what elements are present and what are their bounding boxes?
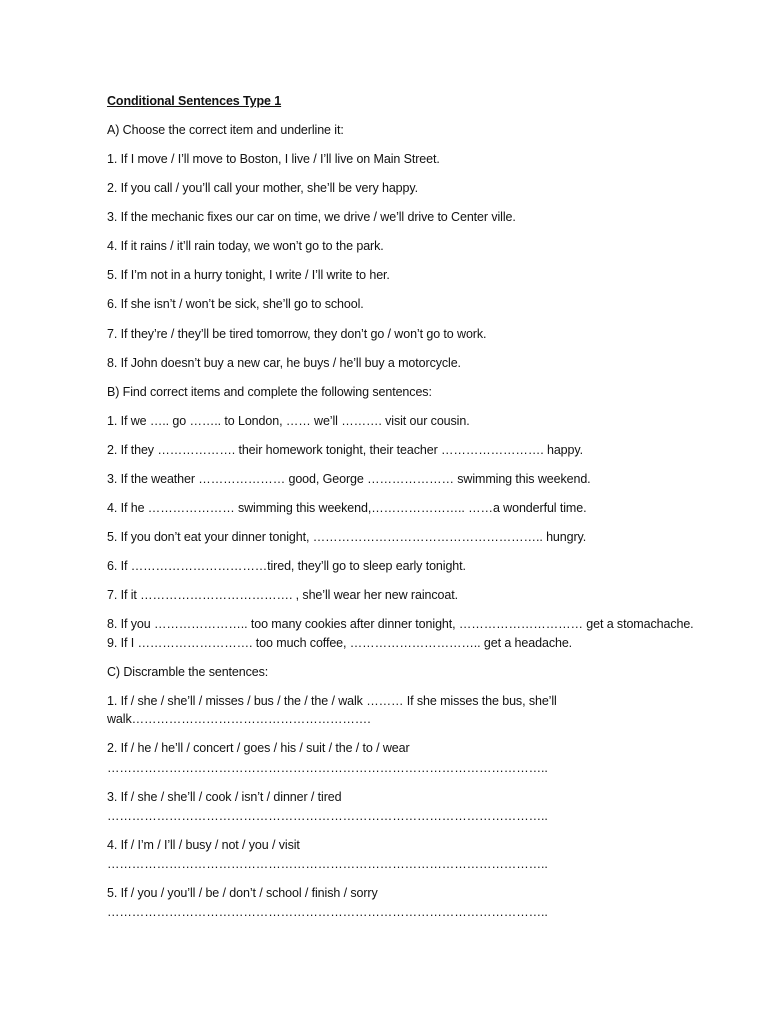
section-c-item-2-answer: …………………………………………………………………………………………….. [107, 761, 548, 775]
section-b-item-1: 1. If we ….. go …….. to London, …… we’ll ………. visit our cousin. [107, 414, 470, 428]
section-b-item-6: 6. If ……………………………tired, they’ll go to sleep early tonight. [107, 559, 466, 573]
section-b-item-7: 7. If it ………………………………. , she’ll wear her new raincoat. [107, 588, 458, 602]
section-a-item-3: 3. If the mechanic fixes our car on time, we drive / we’ll drive to Center ville. [107, 210, 516, 224]
section-c-item-3-prompt: 3. If / she / she’ll / cook / isn’t / dinner / tired [107, 790, 342, 804]
section-c-item-4-answer: …………………………………………………………………………………………….. [107, 857, 548, 871]
section-a-item-2: 2. If you call / you’ll call your mother, she’ll be very happy. [107, 181, 418, 195]
section-b-item-2: 2. If they ………………. their homework tonight, their teacher ……………………. happy. [107, 443, 583, 457]
section-b-item-4: 4. If he ………………… swimming this weekend,………………….. ……a wonderful time. [107, 501, 587, 515]
section-c-item-3-answer: …………………………………………………………………………………………….. [107, 809, 548, 823]
section-c-item-1-answer: walk…………………………………………………. [107, 712, 371, 726]
section-b-item-3: 3. If the weather ………………… good, George ………………… swimming this weekend. [107, 472, 591, 486]
section-a-item-5: 5. If I’m not in a hurry tonight, I write / I’ll write to her. [107, 268, 390, 282]
section-c-item-4-prompt: 4. If / I’m / I’ll / busy / not / you / visit [107, 838, 300, 852]
section-a-heading: A) Choose the correct item and underline it: [107, 123, 344, 137]
section-a-item-7: 7. If they’re / they’ll be tired tomorrow, they don’t go / won’t go to work. [107, 327, 487, 341]
page-title: Conditional Sentences Type 1 [107, 94, 282, 108]
section-a-item-4: 4. If it rains / it’ll rain today, we won’t go to the park. [107, 239, 384, 253]
section-c-item-5-prompt: 5. If / you / you’ll / be / don’t / school / finish / sorry [107, 886, 378, 900]
section-c-item-2-prompt: 2. If / he / he’ll / concert / goes / his / suit / the / to / wear [107, 741, 410, 755]
section-b-item-8: 8. If you ………………….. too many cookies after dinner tonight, ………………………… get a stomachache. [107, 617, 694, 631]
section-b-heading: B) Find correct items and complete the following sentences: [107, 385, 432, 399]
section-c-item-1-prompt: 1. If / she / she’ll / misses / bus / the / the / walk ……… If she misses the bus, she’ll [107, 694, 557, 708]
section-a-item-8: 8. If John doesn’t buy a new car, he buys / he’ll buy a motorcycle. [107, 356, 461, 370]
section-b-item-5: 5. If you don’t eat your dinner tonight, ……………………………………………….. hungry. [107, 530, 587, 544]
section-b-item-9: 9. If I ………………………. too much coffee, ………………………….. get a headache. [107, 636, 573, 650]
section-a-item-6: 6. If she isn’t / won’t be sick, she’ll go to school. [107, 297, 364, 311]
section-c-heading: C) Discramble the sentences: [107, 665, 269, 679]
section-c-item-5-answer: …………………………………………………………………………………………….. [107, 905, 548, 919]
section-a-item-1: 1. If I move / I’ll move to Boston, I live / I’ll live on Main Street. [107, 152, 440, 166]
